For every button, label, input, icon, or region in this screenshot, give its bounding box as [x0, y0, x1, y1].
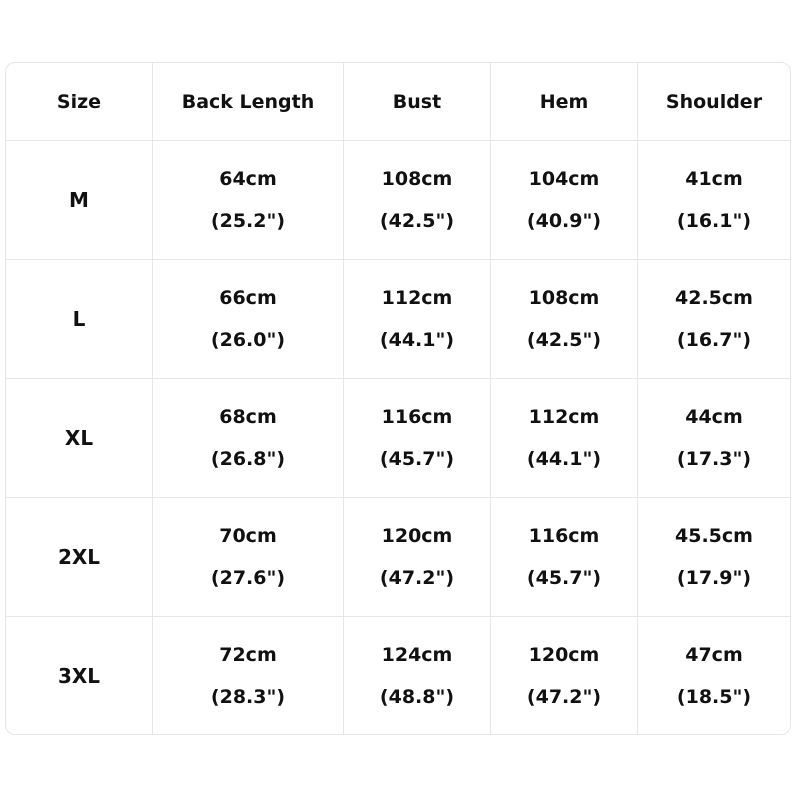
size-label-2xl: 2XL	[6, 498, 153, 617]
value-cm: 116cm	[528, 525, 600, 547]
value-inch: (44.1")	[379, 329, 455, 351]
hem-cell	[491, 498, 638, 617]
value-cm: 45.5cm	[675, 525, 753, 547]
value-inch: (40.9")	[526, 210, 602, 232]
value-cm: 42.5cm	[675, 287, 753, 309]
value-cm: 68cm	[219, 406, 277, 428]
value-cm: 108cm	[381, 168, 453, 190]
bust-cell	[344, 260, 491, 379]
value-cm: 116cm	[381, 406, 453, 428]
value-cm: 112cm	[381, 287, 453, 309]
value-inch: (18.5")	[676, 685, 752, 708]
header-shoulder: Shoulder	[638, 63, 790, 141]
value-inch: (44.1")	[526, 448, 602, 470]
value-inch: (25.2")	[210, 210, 286, 232]
shoulder-cell	[638, 498, 790, 617]
back-length-cell	[153, 379, 344, 498]
value-inch: (16.7")	[676, 329, 752, 351]
size-label-m: M	[6, 141, 153, 260]
value-inch: (17.3")	[676, 448, 752, 470]
hem-cell	[491, 379, 638, 498]
value-inch: (47.2")	[526, 685, 602, 708]
value-cm: 104cm	[528, 168, 600, 190]
shoulder-cell	[638, 141, 790, 260]
bust-cell	[344, 379, 491, 498]
size-label-xl: XL	[6, 379, 153, 498]
value-cm: 64cm	[219, 168, 277, 190]
bust-cell	[344, 617, 491, 734]
value-inch: (16.1")	[676, 210, 752, 232]
value-cm: 72cm	[219, 643, 277, 666]
size-label-3xl: 3XL	[6, 617, 153, 734]
back-length-cell	[153, 141, 344, 260]
value-cm: 120cm	[528, 643, 600, 666]
value-inch: (26.8")	[210, 448, 286, 470]
value-inch: (17.9")	[676, 567, 752, 589]
value-cm: 66cm	[219, 287, 277, 309]
value-inch: (45.7")	[379, 448, 455, 470]
size-chart-table	[5, 62, 791, 735]
value-inch: (48.8")	[379, 685, 455, 708]
value-cm: 47cm	[685, 643, 743, 666]
value-inch: (47.2")	[379, 567, 455, 589]
hem-cell	[491, 260, 638, 379]
back-length-cell	[153, 617, 344, 734]
bust-cell	[344, 141, 491, 260]
value-cm: 70cm	[219, 525, 277, 547]
shoulder-cell	[638, 379, 790, 498]
value-cm: 112cm	[528, 406, 600, 428]
hem-cell	[491, 141, 638, 260]
value-cm: 120cm	[381, 525, 453, 547]
shoulder-cell	[638, 617, 790, 734]
value-inch: (42.5")	[379, 210, 455, 232]
header-size: Size	[6, 63, 153, 141]
value-cm: 41cm	[685, 168, 743, 190]
header-hem: Hem	[491, 63, 638, 141]
value-inch: (26.0")	[210, 329, 286, 351]
value-cm: 108cm	[528, 287, 600, 309]
bust-cell	[344, 498, 491, 617]
value-cm: 44cm	[685, 406, 743, 428]
value-inch: (42.5")	[526, 329, 602, 351]
value-cm: 124cm	[381, 643, 453, 666]
back-length-cell	[153, 260, 344, 379]
value-inch: (45.7")	[526, 567, 602, 589]
hem-cell	[491, 617, 638, 734]
size-label-l: L	[6, 260, 153, 379]
value-inch: (27.6")	[210, 567, 286, 589]
value-inch: (28.3")	[210, 685, 286, 708]
header-bust: Bust	[344, 63, 491, 141]
header-back-length: Back Length	[153, 63, 344, 141]
shoulder-cell	[638, 260, 790, 379]
back-length-cell	[153, 498, 344, 617]
